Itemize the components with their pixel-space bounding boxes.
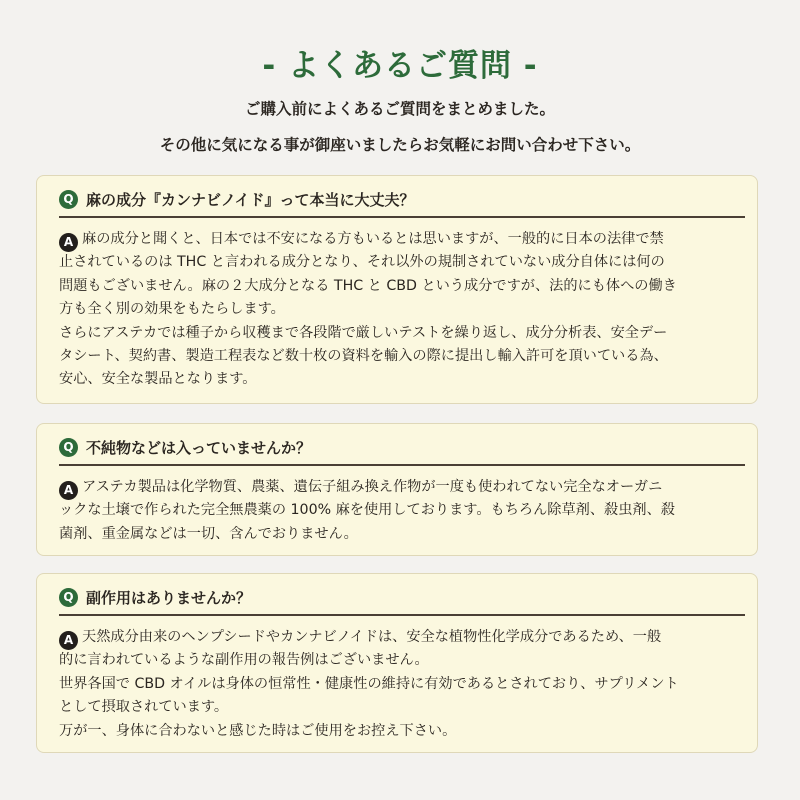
answer-line: 天然成分由来のヘンプシードやカンナビノイドは、安全な植物性化学成分であるため、一般 xyxy=(82,629,662,645)
faq-question-row xyxy=(59,586,745,616)
faq-question-row xyxy=(59,188,745,218)
answer-line: 麻の成分と聞くと、日本では不安になる方もいるとは思いますが、一般的に日本の法律で禁 xyxy=(82,231,664,247)
answer-badge-icon: A xyxy=(59,631,78,650)
question-badge-icon: Q xyxy=(59,190,78,209)
faq-card-3 xyxy=(36,573,758,753)
intro-line-1: ご購入前によくあるご質問をまとめました。 xyxy=(244,100,555,118)
answer-line: 万が一、身体に合わないと感じた時はご使用をお控え下さい。 xyxy=(59,722,457,739)
answer-badge-icon: A xyxy=(59,481,78,500)
faq-answer xyxy=(59,476,759,546)
intro-line-2: その他に気になる事が御座いましたらお気軽にお問い合わせ下さい。 xyxy=(159,136,641,154)
answer-line: 菌剤、重金属などは一切、含んでおりません。 xyxy=(59,525,358,542)
answer-line: 世界各国で CBD オイルは身体の恒常性・健康性の維持に有効であるとされており、サプリメント xyxy=(59,675,679,692)
faq-answer xyxy=(59,626,759,743)
faq-question: 副作用はありませんか？ xyxy=(86,589,252,607)
answer-line: ックな土壌で作られた完全無農薬の 100% 麻を使用しております。もちろん除草剤、殺虫剤、殺 xyxy=(59,502,675,519)
page-title: - よくあるご質問 - xyxy=(262,48,538,84)
answer-line: 方も全く別の効果をもたらします。 xyxy=(59,301,285,318)
answer-line: 的に言われているような副作用の報告例はございません。 xyxy=(59,652,429,669)
answer-line: 問題もございません。麻の２大成分となる THC と CBD という成分ですが、法的にも体への働き xyxy=(59,277,677,294)
faq-card-1 xyxy=(36,175,758,404)
faq-question-row xyxy=(59,436,745,466)
answer-line: アステカ製品は化学物質、農薬、遺伝子組み換え作物が一度も使われてない完全なオーガニ xyxy=(82,479,663,495)
answer-line: タシート、契約書、製造工程表など数十枚の資料を輸入の際に提出し輸入許可を頂いている為、 xyxy=(59,347,668,364)
answer-line: として摂取されています。 xyxy=(59,699,229,716)
answer-badge-icon: A xyxy=(59,233,78,252)
answer-line: さらにアステカでは種子から収穫まで各段階で厳しいテストを繰り返し、成分分析表、安全デー xyxy=(59,324,668,341)
faq-question: 不純物などは入っていませんか？ xyxy=(86,439,312,457)
question-badge-icon: Q xyxy=(59,438,78,457)
answer-line: 止されているのは THC と言われる成分となり、それ以外の規制されていない成分自体には何の xyxy=(59,254,665,271)
answer-line: 安心、安全な製品となります。 xyxy=(59,371,257,388)
faq-question: 麻の成分『カンナビノイド』って本当に大丈夫？ xyxy=(86,191,415,209)
question-badge-icon: Q xyxy=(59,588,78,607)
faq-card-2 xyxy=(36,423,758,556)
faq-answer xyxy=(59,228,759,392)
